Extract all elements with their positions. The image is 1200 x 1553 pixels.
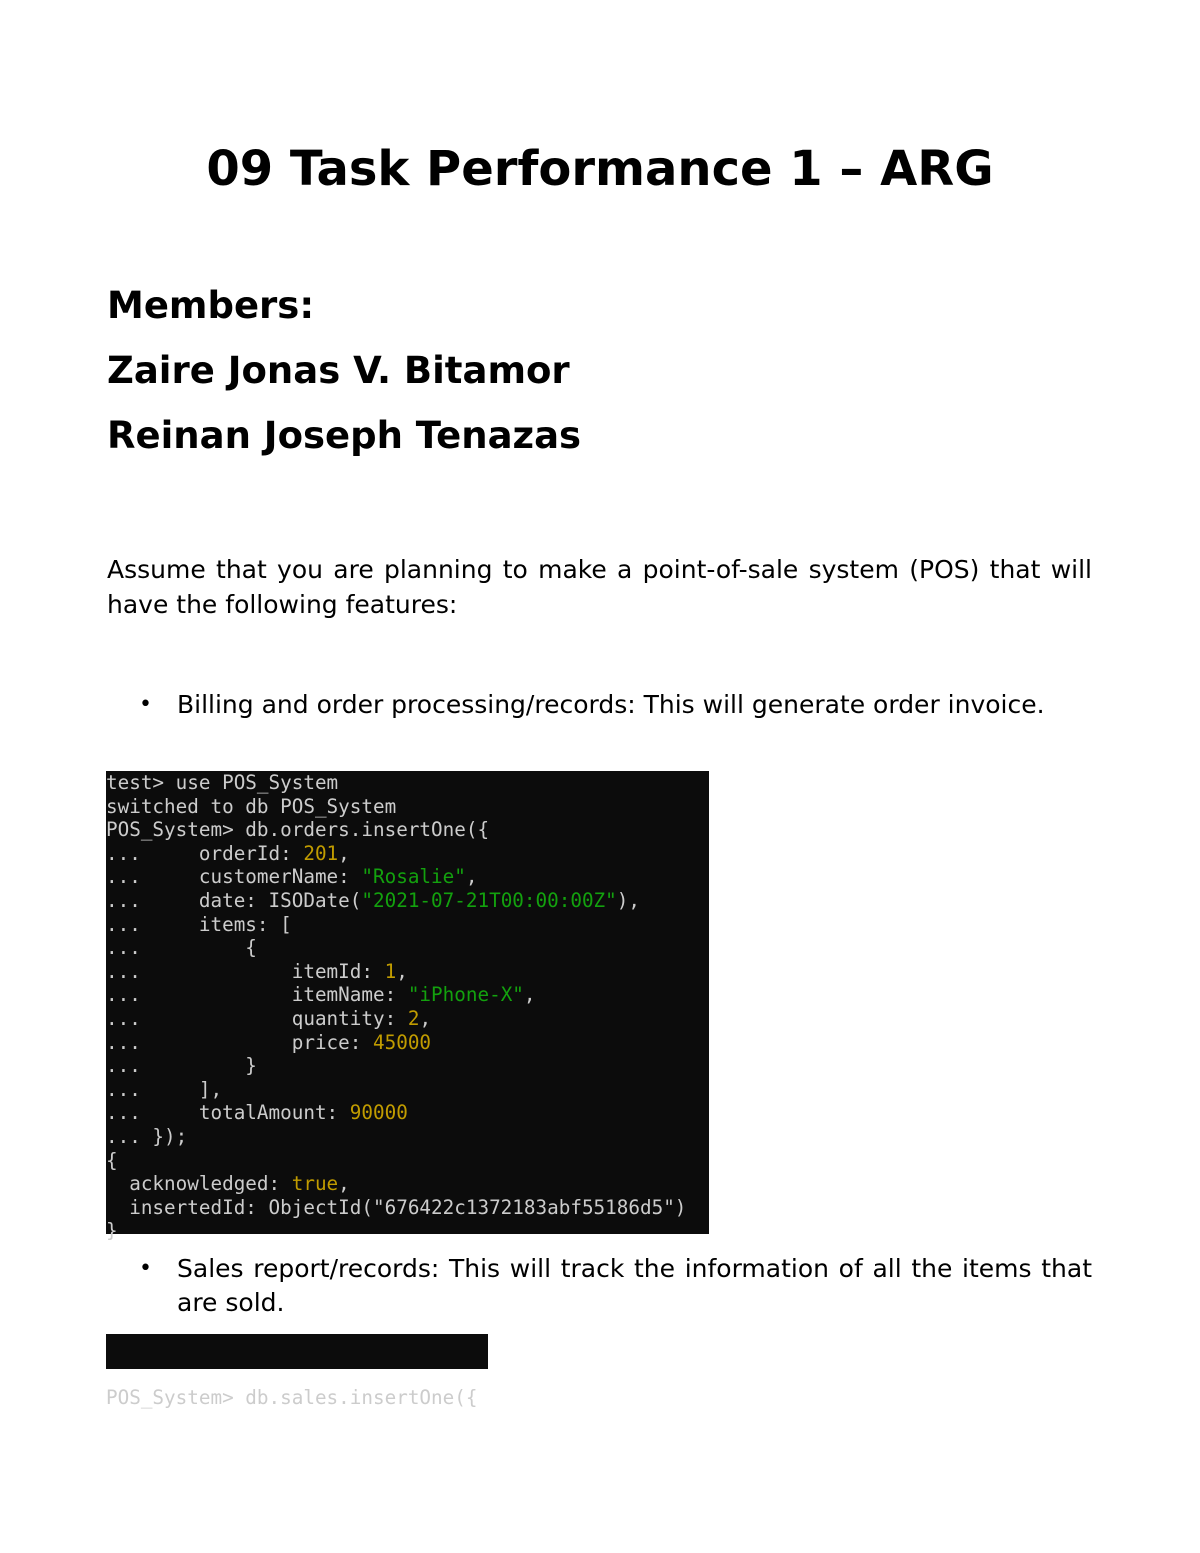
terminal-number-token: 45000 [373,1030,432,1054]
terminal-number-token: 1 [384,959,397,983]
terminal-text-token: POS_System> db.orders.insertOne({ [106,818,490,842]
terminal-text-token: , [419,1006,432,1030]
terminal-line [106,1149,709,1173]
terminal-text-token: ... price: [106,1030,373,1054]
terminal-line [106,795,709,819]
document-title: 09 Task Performance 1 – ARG [206,141,994,197]
terminal-line [106,1125,709,1149]
terminal-line [106,1031,709,1055]
terminal-number-token: 2 [407,1006,420,1030]
intro-paragraph: Assume that you are planning to make a point-of-sale system (POS) that will have the following features: [107,555,1092,619]
terminal-text-token: ... ], [106,1077,223,1101]
bullet-text: Billing and order processing/records: This will generate order invoice. [177,690,1045,719]
terminal-line [106,1172,709,1196]
terminal-line [106,1196,709,1220]
terminal-text-token: , [338,1172,350,1196]
terminal-text-token: ... totalAmount: [106,1101,350,1125]
terminal-text-token: ... orderId: [106,841,304,865]
terminal-line [106,889,709,913]
member-name: Zaire Jonas V. Bitamor [107,349,570,392]
members-heading: Members: [107,284,315,327]
terminal-text-token: ... { [106,936,257,960]
terminal-text-token: ... items: [ [106,912,292,936]
terminal-string-token: "Rosalie" [361,865,466,889]
terminal-line [106,913,709,937]
terminal-text-token: ), [616,888,640,912]
terminal-text-token: ... quantity: [106,1006,408,1030]
terminal-line [106,1078,709,1102]
terminal-text-token: acknowledged: [106,1172,292,1196]
terminal-line [106,983,709,1007]
terminal-text-token: ... customerName: [106,865,362,889]
bullet-icon: • [139,692,152,717]
terminal-line [106,1219,709,1243]
terminal-text-token: ... itemName: [106,983,408,1007]
terminal-text-token: } [106,1219,118,1243]
bullet-text: Sales report/records: This will track the information of all the items that are sold. [177,1254,1092,1317]
terminal-text-token: ... itemId: [106,959,385,983]
terminal-line [106,1054,709,1078]
terminal-number-token: 201 [303,841,339,865]
terminal-text-token: ... } [106,1054,257,1078]
terminal-number-token: true [291,1172,339,1196]
terminal-line [106,1101,709,1125]
terminal-line [106,1007,709,1031]
terminal-text-token: test> use POS_System [106,771,339,794]
terminal-text-token: , [523,983,536,1007]
terminal-line [106,936,709,960]
terminal-number-token: 90000 [349,1101,408,1125]
terminal-screenshot-sales [106,1334,488,1410]
bullet-icon: • [139,1256,152,1281]
terminal-line [106,865,709,889]
terminal-text-token: ... }); [106,1124,188,1148]
terminal-text-token: { [106,1148,118,1172]
member-name: Reinan Joseph Tenazas [107,414,582,457]
terminal-text-token: , [465,865,478,889]
terminal-string-token: "2021-07-21T00:00:00Z" [361,888,617,912]
terminal-line [106,842,709,866]
bullet-item-sales [139,1252,1092,1320]
terminal-string-token: "iPhone-X" [407,983,524,1007]
terminal-text-token: insertedId: ObjectId("676422c1372183abf55186d5") [106,1195,687,1219]
terminal-line [106,960,709,984]
terminal-line: POS_System> db.sales.insertOne({ [106,1386,478,1410]
terminal-text-token: switched to db POS_System [106,794,397,818]
terminal-text-token: , [338,841,350,865]
terminal-line [106,771,709,795]
terminal-text-token: ... date: ISODate( [106,888,362,912]
bullet-item-billing [139,688,1092,722]
terminal-line [106,818,709,842]
terminal-screenshot-orders [106,771,709,1243]
terminal-text-token: , [396,959,408,983]
